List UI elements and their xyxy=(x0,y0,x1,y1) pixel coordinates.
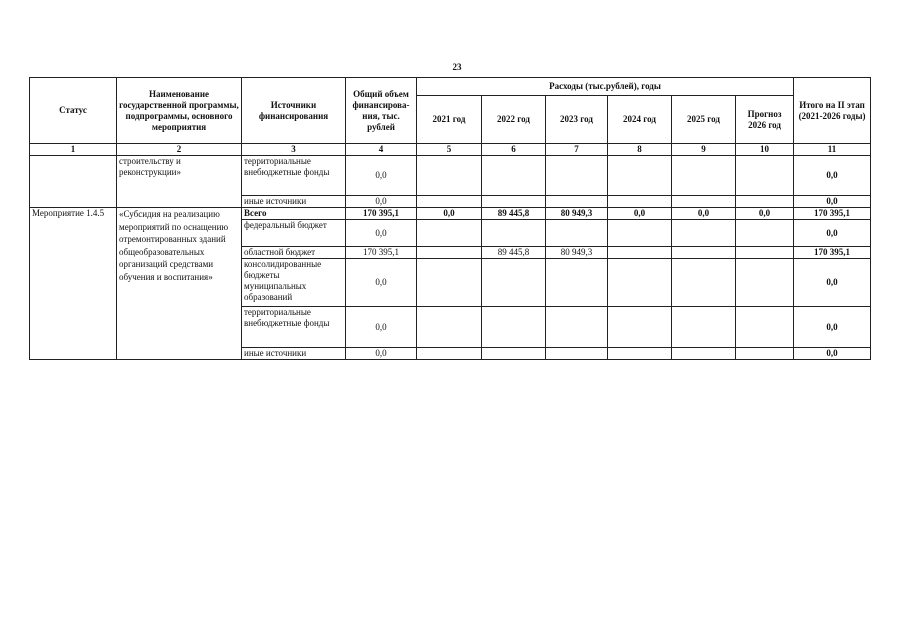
col-number: 11 xyxy=(794,144,871,156)
col-number: 4 xyxy=(346,144,417,156)
header-year: 2021 год xyxy=(417,96,482,144)
col-number: 1 xyxy=(30,144,117,156)
year-cell: 89 445,8 xyxy=(482,247,546,259)
header-expenses: Расходы (тыс.рублей), годы xyxy=(417,78,794,96)
year-cell: 0,0 xyxy=(672,208,736,220)
source-cell: федеральный бюджет xyxy=(242,220,346,247)
header-year: Прогноз 2026 год xyxy=(736,96,794,144)
year-cell: 89 445,8 xyxy=(482,208,546,220)
total-cell: 170 395,1 xyxy=(346,208,417,220)
source-cell: иные источники xyxy=(242,196,346,208)
itog-cell: 0,0 xyxy=(794,196,871,208)
col-number: 10 xyxy=(736,144,794,156)
header-year: 2024 год xyxy=(608,96,672,144)
source-cell: иные источники xyxy=(242,348,346,360)
year-cell: 0,0 xyxy=(736,208,794,220)
itog-cell: 0,0 xyxy=(794,259,871,307)
itog-cell: 0,0 xyxy=(794,220,871,247)
table-row xyxy=(30,208,871,220)
col-number: 5 xyxy=(417,144,482,156)
program-name-cell: строительству и реконструкции» xyxy=(117,156,242,208)
source-cell: территориальные внебюджетные фонды xyxy=(242,156,346,196)
program-name-cell: «Субсидия на реализацию мероприятий по оснащению отремонтированных зданий общеобразовательных организаций средствами обучения и воспитания» xyxy=(117,208,242,360)
itog-cell: 170 395,1 xyxy=(794,247,871,259)
year-cell: 0,0 xyxy=(417,208,482,220)
col-number: 8 xyxy=(608,144,672,156)
header-itog: Итого на II этап (2021-2026 годы) xyxy=(794,78,871,144)
status-cell: Мероприятие 1.4.5 xyxy=(30,208,117,360)
total-cell: 0,0 xyxy=(346,259,417,307)
header-year: 2022 год xyxy=(482,96,546,144)
itog-cell: 0,0 xyxy=(794,156,871,196)
status-cell xyxy=(30,156,117,208)
col-number: 2 xyxy=(117,144,242,156)
source-cell: консолидированные бюджеты муниципальных образований xyxy=(242,259,346,307)
itog-cell: 170 395,1 xyxy=(794,208,871,220)
header-total: Общий объем финансирова-ния, тыс. рублей xyxy=(346,78,417,144)
source-cell: областной бюджет xyxy=(242,247,346,259)
page-number: 23 xyxy=(452,62,462,72)
header-status: Статус xyxy=(30,78,117,144)
itog-cell: 0,0 xyxy=(794,307,871,348)
itog-cell: 0,0 xyxy=(794,348,871,360)
col-number: 6 xyxy=(482,144,546,156)
year-cell: 0,0 xyxy=(608,208,672,220)
total-cell: 0,0 xyxy=(346,196,417,208)
col-number: 9 xyxy=(672,144,736,156)
header-sources: Источники финансирования xyxy=(242,78,346,144)
col-number: 3 xyxy=(242,144,346,156)
total-cell: 0,0 xyxy=(346,307,417,348)
year-cell: 80 949,3 xyxy=(546,247,608,259)
source-cell: Всего xyxy=(242,208,346,220)
header-year: 2023 год xyxy=(546,96,608,144)
financing-table xyxy=(29,77,871,360)
year-cell: 80 949,3 xyxy=(546,208,608,220)
col-number: 7 xyxy=(546,144,608,156)
header-year: 2025 год xyxy=(672,96,736,144)
total-cell: 0,0 xyxy=(346,220,417,247)
total-cell: 0,0 xyxy=(346,156,417,196)
source-cell: территориальные внебюджетные фонды xyxy=(242,307,346,348)
table-row xyxy=(30,156,871,196)
header-name: Наименование государственной программы, подпрограммы, основного мероприятия xyxy=(117,78,242,144)
total-cell: 0,0 xyxy=(346,348,417,360)
total-cell: 170 395,1 xyxy=(346,247,417,259)
